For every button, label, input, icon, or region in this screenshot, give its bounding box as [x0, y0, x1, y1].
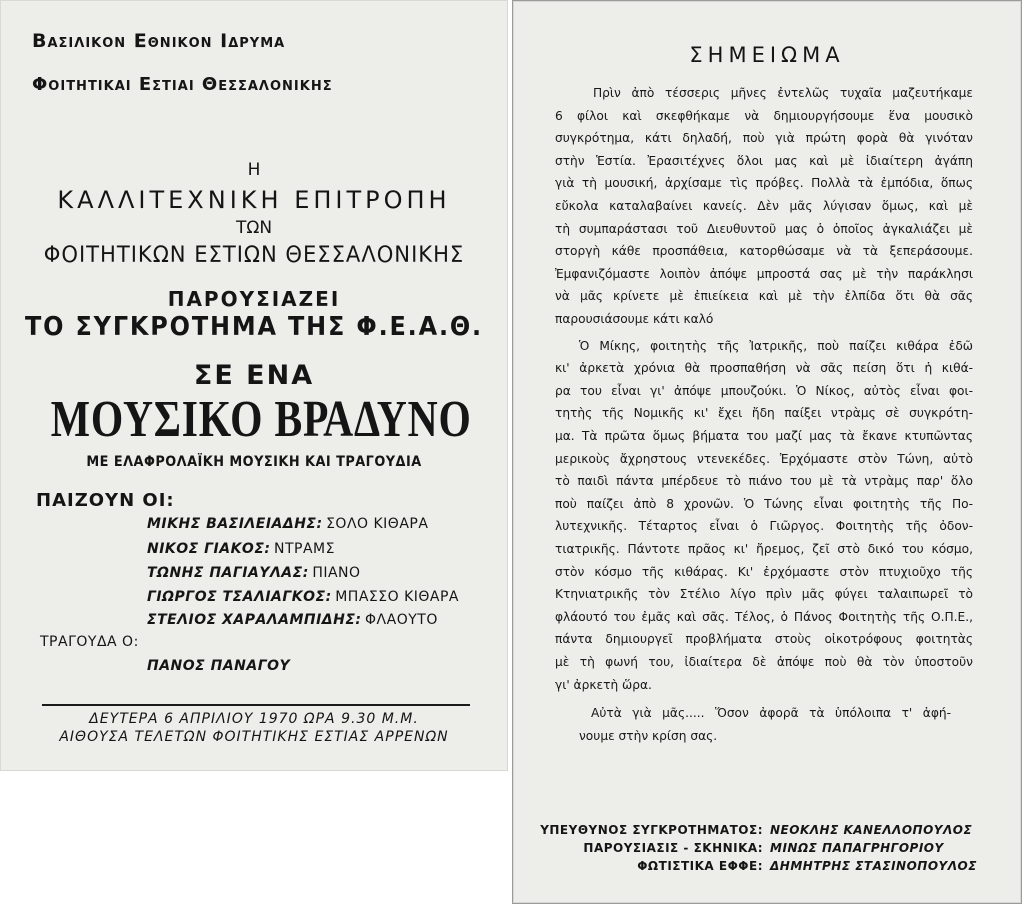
singer-name: ΠΑΝΟΣ ΠΑΝΑΓΟΥ [147, 658, 291, 674]
note-line: λυτεχνικῆς. Τέταρτος εἶναι ὁ Γιῶργος. Φοιτητὴς τῆς ὀδον- [555, 519, 973, 534]
in-a-heading: ΣΕ ΕΝΑ [193, 360, 315, 391]
note-line: Πρὶν ἀπὸ τέσσερις μῆνες ἐντελῶς τυχαῖα μαζευτήκαμε [593, 86, 973, 100]
note-line: Ὁ Μίκης, φοιτητὴς τῆς Ἰατρικῆς, ποὺ παίζει κιθάρα ἐδῶ [579, 338, 973, 353]
note-line: τὸ παιδὶ πάντα μπέρδευε τὸ πιάνο του μὲ τὰ ντρὰμς παρ' ὅλο [555, 474, 973, 489]
player-instrument: ΝΤΡΑΜΣ [274, 541, 335, 557]
note-line: στὴν Ἑστία. Ἐρασιτέχνες ὅλοι μας καὶ μὲ ἰδιαίτερη ἀγάπη [555, 153, 973, 168]
note-line: στὸν κόσμο τῆς κιθάρας. Κι' ἐρχόμαστε στὸν πτυχιοῦχο τῆς [555, 564, 973, 579]
note-line: Αὐτὰ γιὰ μᾶς..... Ὅσον ἀφορᾶ τὰ ὑπόλοιπα τ' ἀφή- [591, 706, 951, 721]
note-line: μα. Τὰ πρῶτα ὅμως βήματα του μαζί μας τὰ ἔκανε κτυπῶντας [555, 429, 973, 443]
note-line: φλάουτό του ἐμᾶς καὶ σᾶς. Τέλος, ὁ Πάνος Φοιτητὴς τῆς Ο.Π.Ε., [555, 609, 973, 624]
player-name: ΝΙΚΟΣ ΓΙΑΚΟΣ: [147, 541, 271, 557]
note-line: γι' ἀρκετὴ ὥρα. [555, 677, 652, 692]
note-line: εὔκολα καταλαβαίνει κανείς. Δὲν μᾶς λύγισαν ὅμως, καὶ μὲ [555, 199, 973, 213]
presents-heading: ΠΑΡΟΥΣΙΑΖΕΙ [167, 287, 341, 311]
note-line: πάντα δημιουργεῖ προβλήματα στοὺς οἰκοτρόφους φοιτητὰς [555, 632, 973, 647]
player-row [147, 565, 361, 582]
note-line: Ἐμφανιζόμαστε λοιπὸν ἀπόψε μπροστά σας μὲ τὴν παράκλησι [555, 266, 973, 281]
credit-role: ΥΠΕΥΘΥΝΟΣ ΣΥΓΚΡΟΤΗΜΑΤΟΣ: [540, 823, 763, 837]
note-line: στοργὴ κάθε προσπάθεια, κατορθώσαμε νὰ τὰ ξεπεράσουμε. [555, 244, 973, 259]
genre-subtitle: ΜΕ ΕΛΑΦΡΟΛΑΪΚΗ ΜΟΥΣΙΚΗ ΚΑΙ ΤΡΑΓΟΥΔΙΑ [86, 454, 422, 470]
credit-role: ΠΑΡΟΥΣΙΑΣΙΣ - ΣΚΗΝΙΚΑ: [583, 841, 763, 855]
residences-heading: ΦΟΙΤΗΤΙΚΩΝ ΕΣΤΙΩΝ ΘΕΣΣΑΛΟΝΙΚΗΣ [43, 243, 465, 268]
poster-page [0, 0, 508, 771]
player-instrument: ΜΠΑΣΣΟ ΚΙΘΑΡΑ [335, 589, 459, 605]
note-page [512, 0, 1022, 904]
event-venue: ΑΙΘΟΥΣΑ ΤΕΛΕΤΩΝ ΦΟΙΤΗΤΙΚΗΣ ΕΣΤΙΑΣ ΑΡΡΕΝΩΝ [59, 729, 449, 745]
player-instrument: ΣΟΛΟ ΚΙΘΑΡΑ [326, 516, 429, 532]
note-line: ποὺ παίζει ἀπὸ 8 χρονῶν. Ὁ Τώνης εἶναι φοιτητὴς τῆς Πο- [555, 496, 973, 511]
player-name: ΜΙΚΗΣ ΒΑΣΙΛΕΙΑΔΗΣ: [147, 516, 323, 532]
credit-name: ΔΗΜΗΤΡΗΣ ΣΤΑΣΙΝΟΠΟΥΛΟΣ [770, 859, 977, 873]
article-the: Η [247, 160, 261, 180]
player-row [147, 589, 459, 606]
singer-label: ΤΡΑΓΟΥΔΑ Ο: [40, 634, 139, 650]
committee-heading: ΚΑΛΛΙΤΕΧΝΙΚΗ ΕΠΙΤΡΟΠΗ [57, 186, 451, 214]
event-title: ΜΟΥΣΙΚΟ ΒΡΑΔΥΝΟ [50, 391, 472, 448]
credit-name: ΜΙΝΩΣ ΠΑΠΑΓΡΗΓΟΡΙΟΥ [770, 841, 944, 855]
note-line: νουμε στὴν κρίση σας. [579, 728, 718, 743]
player-instrument: ΦΛΑΟΥΤΟ [365, 612, 438, 628]
org-name-line1: Βασιλικον Εθνικον Ιδρυμα [32, 30, 286, 52]
credit-name: ΝΕΟΚΛΗΣ ΚΑΝΕΛΛΟΠΟΥΛΟΣ [770, 823, 973, 837]
players-heading: ΠΑΙΖΟΥΝ ΟΙ: [36, 490, 175, 511]
note-line: γιὰ τὴ μουσική, ἀρχίσαμε τὶς πρόβες. Πολλὰ τὰ ἐμπόδια, ὅπως [555, 176, 973, 191]
org-name-line2: Φοιτητικαι Εστιαι Θεσσαλονικης [32, 74, 333, 95]
note-line: παρουσιάσουμε κάτι καλό [555, 312, 714, 326]
note-line: ρα του εἶναι γι' ἀπόψε μπουζούκι. Ὁ Νίκος, αὐτὸς εἶναι φοι- [555, 383, 973, 398]
ensemble-heading: ΤΟ ΣΥΓΚΡΟΤΗΜΑ ΤΗΣ Φ.Ε.Α.Θ. [25, 312, 483, 342]
note-line: νὰ μᾶς κρίνετε μὲ ἐπιείκεια καὶ μὲ τὴν ἐλπίδα ὅτι θὰ σᾶς [555, 289, 973, 304]
note-line: συγκρότημα, κάτι δηλαδή, ποὺ γιὰ πρώτη φορὰ θὰ γινόταν [555, 131, 973, 146]
note-title: ΣΗΜΕΙΩΜΑ [689, 43, 845, 67]
note-line: 6 φίλοι καὶ σκεφθήκαμε νὰ δημιουργήσουμε ἕνα μουσικὸ [555, 108, 973, 123]
article-of-the: ΤΩΝ [235, 218, 273, 238]
player-instrument: ΠΙΑΝΟ [312, 565, 361, 581]
note-line: τητὴς τῆς Νομικῆς κι' ἔχει ἤδη παίξει ντρὰμς σὲ συγκρότη- [555, 406, 973, 421]
player-row [147, 612, 438, 629]
player-row [147, 541, 335, 558]
player-name: ΓΙΩΡΓΟΣ ΤΣΑΛΙΑΓΚΟΣ: [147, 589, 332, 605]
player-row [147, 516, 428, 533]
note-line: Κτηνιατρικῆς τὸν Στέλιο λίγο πρὶν μᾶς φύγει ταλαιπωρεῖ τὸ [555, 587, 973, 602]
note-line: τὴ συμπαράστασι τοῦ Διευθυντοῦ μας ὁ ὁποῖος ἀγκαλιάζει μὲ [555, 221, 973, 236]
event-date: ΔΕΥΤΕΡΑ 6 ΑΠΡΙΛΙΟΥ 1970 ΩΡΑ 9.30 Μ.Μ. [89, 711, 419, 727]
player-name: ΣΤΕΛΙΟΣ ΧΑΡΑΛΑΜΠΙΔΗΣ: [147, 612, 362, 628]
player-name: ΤΩΝΗΣ ΠΑΓΙΑΥΛΑΣ: [147, 565, 309, 581]
note-line: μὲ τὴ φωνή του, ἰδιαίτερα δὲ ἀπόψε ποὺ θὰ τὸν ὑποστοῦν [555, 655, 973, 669]
note-line: κι' ἀρκετὰ χρόνια θὰ προσπαθήση νὰ σᾶς πείση ὅτι ἡ κιθά- [555, 361, 973, 376]
note-line: μερικοὺς ἄχρηστους ντενεκέδες. Ἐρχόμαστε στὸν Τώνη, αὐτὸ [555, 451, 973, 466]
credit-role: ΦΩΤΙΣΤΙΚΑ ΕΦΦΕ: [637, 859, 763, 873]
divider-rule [42, 704, 470, 706]
note-line: τιατρικῆς. Πάντοτε πρᾶος κι' ἤρεμος, ζεῖ στὸ δικό του κόσμο, [555, 542, 973, 556]
